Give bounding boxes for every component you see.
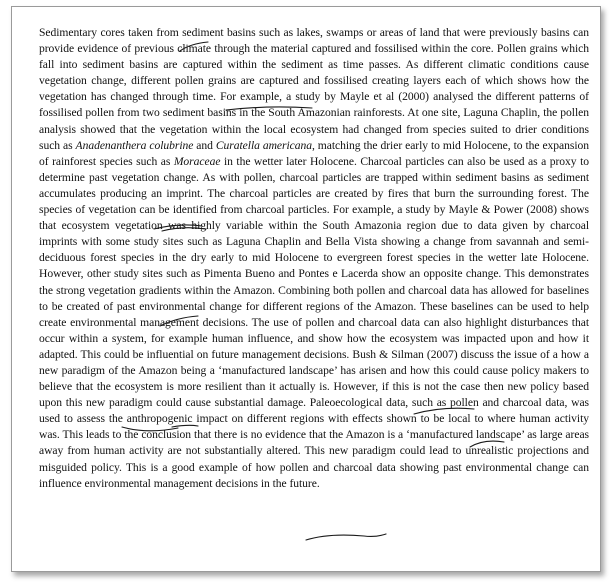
paragraph-text-part-3: , matching the drier early to mid Holocene, to the expansion of rainforest species such as xyxy=(39,138,589,168)
paragraph-text-part-2: and xyxy=(193,138,216,152)
species-name-anadenanthera: Anadenanthera colubrine xyxy=(75,138,194,152)
document-page xyxy=(11,6,601,572)
body-paragraph xyxy=(39,25,589,492)
pen-mark-past-environmental xyxy=(306,534,386,540)
paragraph-text-part-1: Sedimentary cores taken from sediment basins such as lakes, swamps or areas of land that were previously basins can provide evidence of previous climate through the material captured and fossilised within the core. Pollen grains which fall into sediment basins are captured within the sediment as time passes. As different climatic conditions cause vegetation change, different pollen grains are captured and fossilised creating layers each of which shows how the vegetation has changed through time. For example, a study by Mayle et al (2000) analysed the different patterns of fossilised pollen from two sediment basins in the South Amazonian rainforests. At one site, Laguna Chaplin, the pollen analysis showed that the vegetation within the local ecosystem had changed from species suited to drier conditions such as xyxy=(39,26,589,152)
species-name-curatella: Curatella americana xyxy=(215,138,312,152)
paragraph-text-part-4: in the wetter later Holocene. Charcoal particles can also be used as a proxy to determine past vegetation change. As with pollen, charcoal particles are trapped within sediment basins as sediment accumulates producing an imprint. The charcoal particles are created by fires that burn the surrounding forest. The species of vegetation can be identified from charcoal particles. For example, a study by Mayle & Power (2008) shows that ecosystem vegetation was highly variable within the South Amazonia region due to data given by charcoal imprints with some study sites such as Laguna Chaplin and Bella Vista showing a change from savannah and semi-deciduous forest species in the dry early to mid Holocene to evergreen forest species in the wetter late Holocene. However, other study sites such as Pimenta Bueno and Pontes e Lacerda show an opposite change. This demonstrates the strong vegetation gradients within the Amazon. Combining both pollen and charcoal data has allowed for baselines to be created of past environmental change for different regions of the Amazon. These baselines can be used to help create environmental management decisions. The use of pollen and charcoal data can also highlight disturbances that occur within a system, for example human influence, and show how the ecosystem was impacted upon and how it adapted. This could be influential on future management decisions. Bush & Silman (2007) discuss the issue of a how a new paradigm of the Amazon being a ‘manufactured landscape’ has arisen and how this could cause policy makers to believe that the ecosystem is more resilient than it actually is. However, if this is not the case then new policy based upon this new paradigm could cause substantial damage. Paleoecological data, such as pollen and charcoal data, was used to assess the anthropogenic impact on different regions with effects shown to be local to where human activity was. This leads to the conclusion that there is no evidence that the Amazon is a ‘manufactured landscape’ as large areas away from human activity are not substantially altered. This new paradigm could lead to unrealistic projections and misguided policy. This is a good example of how pollen and charcoal data showing past environmental change can influence environmental management decisions in the future. xyxy=(39,154,589,490)
species-name-moraceae: Moraceae xyxy=(173,154,221,168)
